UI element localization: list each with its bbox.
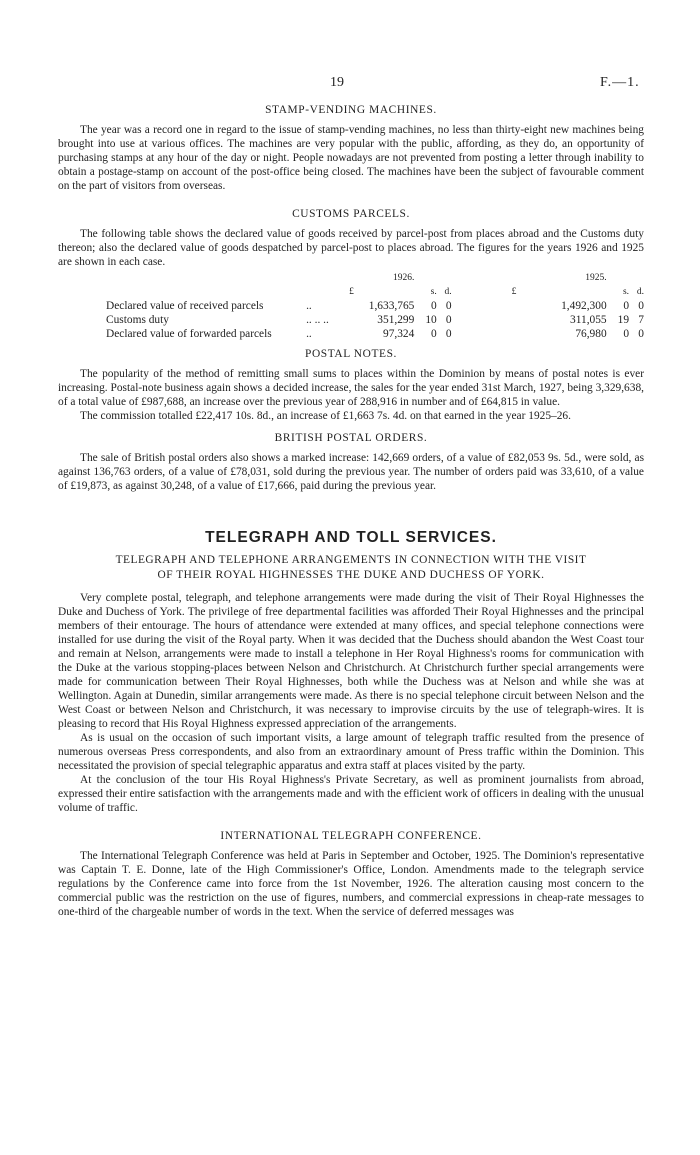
royal-visit-paragraph-3: At the conclusion of the tour His Royal Highness's Private Secretary, as well as prominent journalists from abroad, expressed their entire satisfaction with the arrangements made and with the efficient work of officers in dealing with the unusual volume of traffic.	[58, 774, 644, 814]
table-row	[106, 313, 644, 327]
leader-dots: .. .. ..	[306, 314, 329, 326]
unit-shilling-1925: s.	[622, 287, 630, 297]
unit-pence-1925: d.	[636, 287, 644, 297]
pence-1925: 7	[638, 314, 644, 326]
telegraph-section-title: TELEGRAPH AND TOLL SERVICES.	[205, 529, 497, 546]
customs-parcels-heading: CUSTOMS PARCELS.	[292, 208, 410, 220]
shillings-1925: 19	[617, 314, 630, 326]
year-1926-label: 1926.	[392, 273, 415, 283]
leader-dots: ..	[306, 300, 312, 312]
row-label: Customs duty	[106, 314, 169, 326]
pounds-1926: 1,633,765	[368, 300, 415, 312]
international-conference-heading: INTERNATIONAL TELEGRAPH CONFERENCE.	[220, 830, 482, 842]
pence-1926: 0	[445, 300, 452, 312]
shillings-1926: 10	[425, 314, 437, 326]
unit-pound-1925: £	[511, 287, 517, 297]
customs-table	[106, 271, 644, 341]
customs-parcels-paragraph: The following table shows the declared value of goods received by parcel-post from places abroad and the Customs duty thereon; also the declared value of goods despatched by parcel-post to places abroad. The figures for the years 1926 and 1925 are shown in each case.	[58, 228, 644, 268]
row-label: Declared value of received parcels	[106, 300, 264, 312]
pounds-1926: 97,324	[383, 328, 415, 340]
customs-table-unit-row	[106, 285, 644, 299]
postal-notes-heading: POSTAL NOTES.	[305, 348, 397, 360]
royal-visit-heading-line-2: OF THEIR ROYAL HIGHNESSES THE DUKE AND DUCHESS OF YORK.	[157, 569, 545, 581]
postal-notes-paragraph-2: The commission totalled £22,417 10s. 8d., an increase of £1,663 7s. 4d. on that earned in the year 1925–26.	[80, 410, 571, 422]
royal-visit-paragraph-2: As is usual on the occasion of such important visits, a large amount of telegraph traffic resulted from the presence of numerous overseas Press correspondents, and also from an extraordinary amount of Press traffic within the Dominion. This necessitated the provision of special telegraphic apparatus and extra staff at places visited by the party.	[58, 732, 644, 772]
pence-1925: 0	[638, 300, 644, 312]
shillings-1926: 0	[431, 328, 437, 340]
year-1925-label: 1925.	[585, 273, 607, 283]
pounds-1926: 351,299	[377, 314, 415, 326]
shillings-1925: 0	[623, 300, 630, 312]
row-label: Declared value of forwarded parcels	[106, 328, 272, 340]
royal-visit-heading	[58, 553, 644, 583]
unit-pence-1926: d.	[444, 287, 452, 297]
postal-notes-paragraph-1: The popularity of the method of remitting small sums to places within the Dominion by means of postal notes is ever increasing. Postal-note business again shows a decided increase, the sales for the year ended 31st March, 1927, being 3,329,638, of a total value of £987,688, an increase over the previous year of 288,916 in number and of £64,815 in value.	[58, 368, 644, 408]
shillings-1926: 0	[431, 300, 437, 312]
pence-1925: 0	[638, 328, 644, 340]
document-reference: F.—1.	[600, 75, 640, 90]
pounds-1925: 311,055	[570, 314, 607, 326]
page-number: 19	[330, 75, 344, 90]
table-row	[106, 327, 644, 341]
royal-visit-paragraph-1: Very complete postal, telegraph, and telephone arrangements were made during the visit of Their Royal Highnesses the Duke and Duchess of York. The privilege of free departmental facilities was afforded Their Royal Highnesses and the principal members of their entourage. The hours of attendance were extended at many offices, and special telephone connections were installed for use during the visit of the Royal party. When it was decided that the Duchess should abandon the West Coast tour and remain at Nelson, arrangements were made to install a telephone in Her Royal Highness's rooms for communication with the Duke at the various stopping-places between Nelson and Christchurch. At Christchurch further special arrangements were made for communication between Their Royal Highnesses, both while the Duchess was at Nelson and while she was at Wellington. Again at Dunedin, similar arrangements were made. As there is no special telephone circuit between Nelson and the West Coast or between Nelson and Christchurch, it was necessary to improvise circuits by the use of telegraph-wires. It is pleasing to record that His Royal Highness expressed appreciation of the arrangements.	[58, 592, 644, 730]
leader-dots: ..	[306, 328, 312, 340]
british-postal-orders-heading: BRITISH POSTAL ORDERS.	[274, 432, 428, 444]
stamp-vending-heading: STAMP-VENDING MACHINES.	[265, 104, 437, 116]
page-header	[0, 76, 700, 96]
pence-1926: 0	[445, 328, 452, 340]
british-postal-orders-paragraph: The sale of British postal orders also shows a marked increase: 142,669 orders, of a value of £82,053 9s. 5d., were sold, as against 136,763 orders, of a value of £78,031, sold during the previous year. The number of orders paid was 33,610, of a value of £19,873, as against 30,248, of a value of £17,666, paid during the previous year.	[58, 452, 644, 492]
pounds-1925: 76,980	[575, 328, 607, 340]
international-conference-paragraph: The International Telegraph Conference was held at Paris in September and October, 1925. The Dominion's representative was Captain T. E. Donne, late of the High Commissioner's Office, London. Amendments made to the telegraph service regulations by the Conference came into force from the 1st November, 1926. The alteration causing most concern to the commercial public was the restriction on the use of figures, numbers, and commercial expressions in cheap-rate messages to one-third of the chargeable number of words in the text. When the service of deferred messages was	[58, 850, 644, 918]
unit-shilling-1926: s.	[430, 287, 437, 297]
table-row	[106, 299, 644, 313]
page-content	[58, 103, 644, 919]
pounds-1925: 1,492,300	[561, 300, 607, 312]
pence-1926: 0	[445, 314, 452, 326]
customs-table-year-row	[106, 271, 644, 285]
unit-pound-1926: £	[349, 287, 354, 297]
shillings-1925: 0	[623, 328, 630, 340]
stamp-vending-paragraph: The year was a record one in regard to the issue of stamp-vending machines, no less than thirty-eight new machines being brought into use at various offices. The machines are very popular with the public, affording, as they do, an opportunity of purchasing stamps at any hour of the day or night. People nowadays are not prevented from posting a letter through inability to obtain a postage-stamp on account of the post-office being closed. The machines have been the subject of favourable comment on the part of visitors from overseas.	[58, 124, 644, 192]
royal-visit-heading-line-1: TELEGRAPH AND TELEPHONE ARRANGEMENTS IN CONNECTION WITH THE VISIT	[115, 554, 587, 566]
